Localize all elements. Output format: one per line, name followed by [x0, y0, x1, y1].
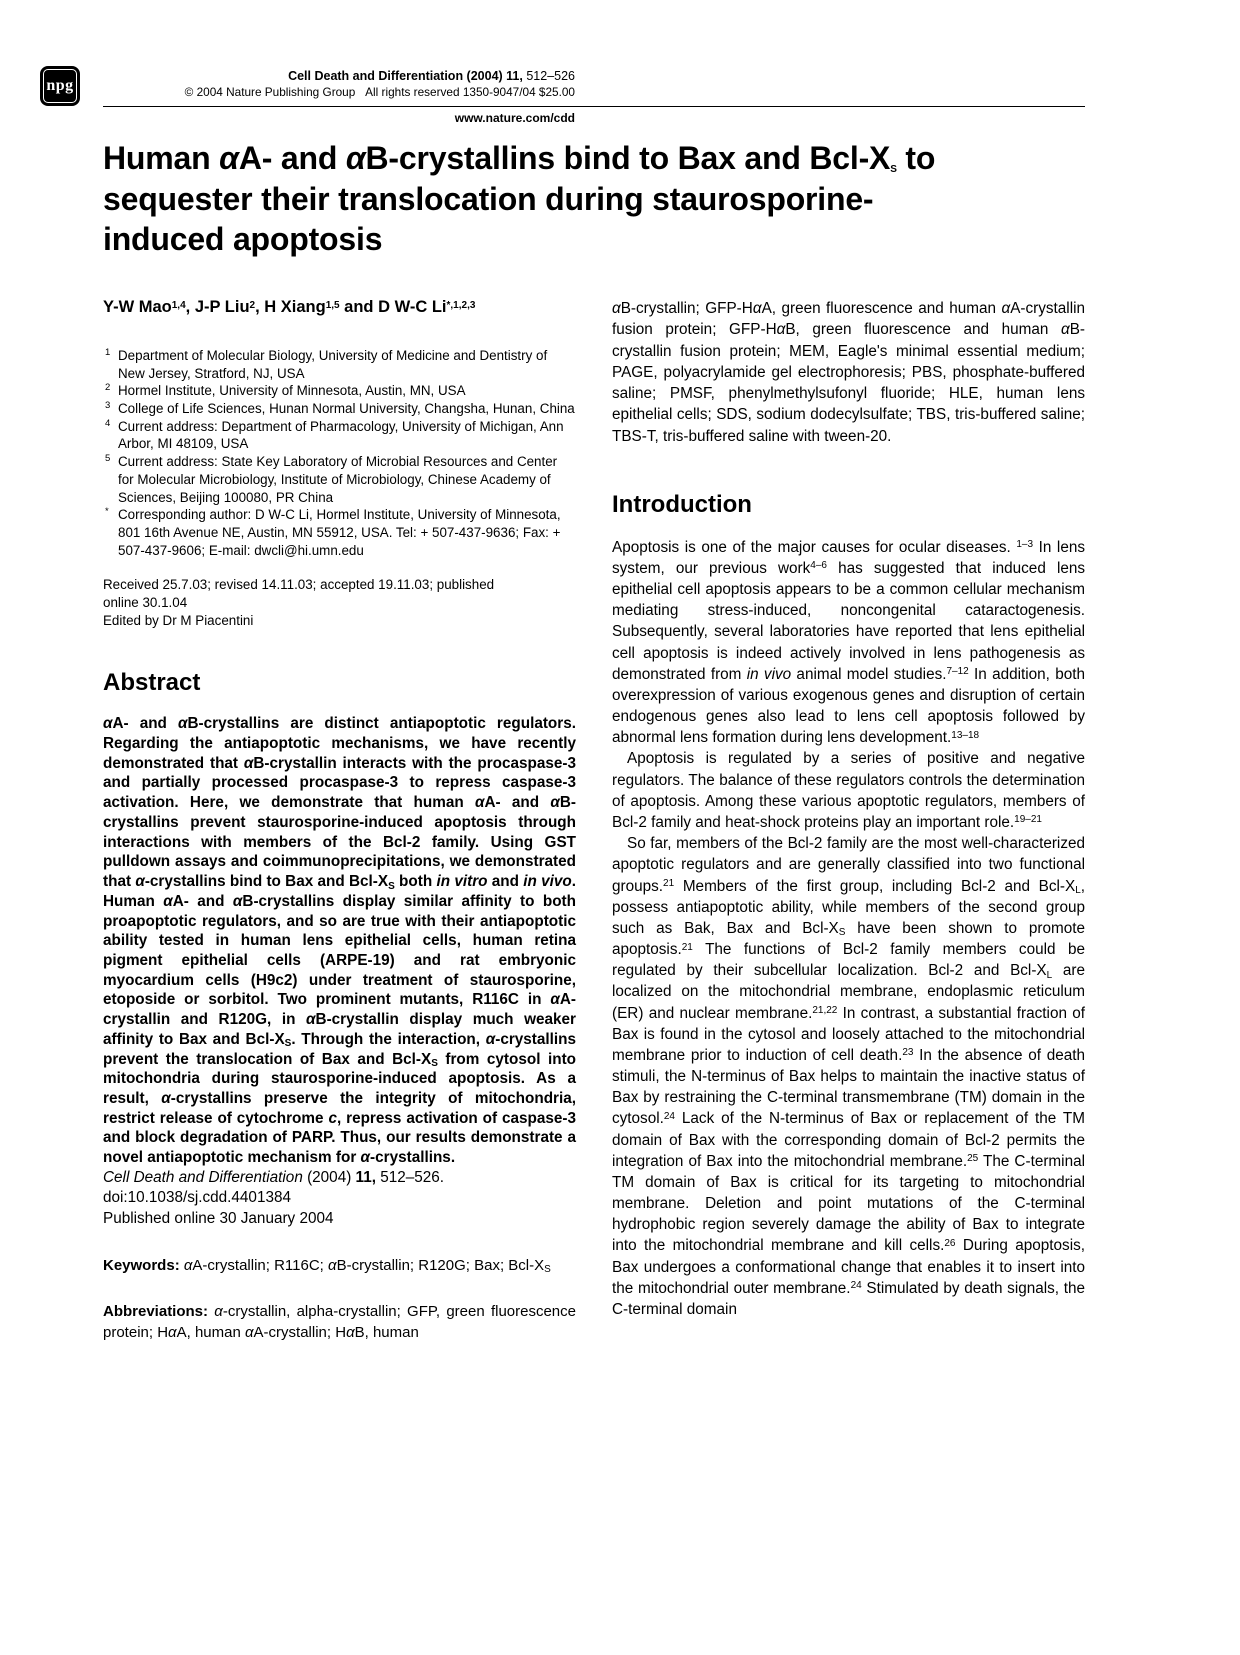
affiliation-item	[103, 418, 576, 453]
left-column	[103, 298, 576, 1343]
keywords-line: Keywords: αA-crystallin; R116C; αB-crystallin; R120G; Bax; Bcl-$X_S$	[103, 1256, 551, 1276]
header-divider	[103, 106, 1085, 107]
affiliation-text: Current address: State Key Laboratory of Microbial Resources and Center for Molecular Microbiology, Institute of Microbiology, Chinese Academy of Sciences, Beijing 100080, PR China	[118, 454, 558, 505]
published-online-line: Published online 30 January 2004	[103, 1209, 334, 1227]
affiliation-item	[103, 400, 576, 418]
affiliation-list	[103, 347, 576, 559]
two-column-body	[103, 298, 1085, 1343]
received-block	[103, 576, 533, 629]
journal-citation: Cell Death and Differentiation (2004) 11, 512–526	[288, 69, 575, 83]
intro-paragraph: So far, members of the Bcl-2 family are the most well-characterized apoptotic regulators and are generally classified into two functional groups.$^{21}$ Members of the first group, including Bcl-2 and Bcl-$X_L$, possess antiapoptotic ability, while members of the second group such as Bak, Bax and Bcl-$X_S$ have been shown to promote apoptosis.$^{21}$ The functions of Bcl-2 family members could be regulated by their subcellular localization. Bcl-2 and Bcl-$X_L$ are localized on the mitochondrial membrane, endoplasmic reticulum (ER) and nuclear membrane.$^{21,22}$ In contrast, a substantial fraction of Bax is found in the cytosol and loosely attached to the mitochondrial membrane prior to induction of cell death.$^{23}$ In the absence of death stimuli, the N-terminus of Bax helps to maintain the inactive status of Bax by restraining the C-terminal transmembrane (TM) domain in the cytosol.$^{24}$ Lack of the N-terminus of Bax or replacement of the TM domain of Bax with the corresponding domain of Bcl-2 permits the integration of Bax into the mitochondrial membrane.$^{25}$ The C-terminal TM domain of Bax is critical for its targeting to mitochondrial membrane. Deletion and point mutations of the C-terminal hydrophobic region severely damage the ability of Bax to integrate into the mitochondrial membrane and kill cells.$^{26}$ During apoptosis, Bax undergoes a conformational change that enables it to insert into the mitochondrial outer membrane.$^{24}$ Stimulated by death signals, the C-terminal domain	[612, 835, 1086, 1318]
abstract-citation: Cell Death and Differentiation (2004) 11, 512–526.	[103, 1168, 445, 1186]
affiliation-text: Current address: Department of Pharmacology, University of Michigan, Ann Arbor, MI 48109, USA	[118, 418, 564, 452]
right-column	[612, 298, 1085, 1343]
article-title: Human αA- and αB-crystallins bind to Bax and Bcl-$X_S$ to sequester their translocation during staurosporine- induced apoptosis	[103, 140, 936, 258]
npg-logo-text: npg	[43, 69, 77, 103]
affiliation-marker: 5	[105, 453, 111, 465]
intro-paragraph: Apoptosis is one of the major causes for ocular diseases. $^{1-3}$ In lens system, our previous work$^{4-6}$ has suggested that induced lens epithelial cell apoptosis appears to be a common cellular mechanism mediating stress-induced, noncongenital cataractogenesis. Subsequently, several laboratories have reported that lens epithelial cell apoptosis is indeed actively involved in lens pathogenesis as demonstrated from in vivo animal model studies.$^{7-12}$ In addition, both overexpression of various exogenous genes and disruption of certain endogenous genes also lead to lens cell apoptosis followed by abnormal lens formation during lens development.$^{13-18}$	[612, 538, 1086, 747]
received-line: Received 25.7.03; revised 14.11.03; accepted 19.11.03; published online 30.1.04	[103, 577, 495, 610]
abstract-heading: Abstract	[103, 669, 201, 697]
affiliation-item	[103, 453, 576, 506]
introduction-heading: Introduction	[612, 490, 752, 518]
affiliation-text: Corresponding author: D W-C Li, Hormel Institute, University of Minnesota, 801 16th Avenue NE, Austin, MN 55912, USA. Tel: + 507-437-9636; Fax: + 507-437-9606; E-mail: dwcli@hi.umn.edu	[118, 507, 561, 558]
abstract-body: αA- and αB-crystallins are distinct antiapoptotic regulators. Regarding the antiapoptotic mechanisms, we have recently demonstrated that αB-crystallin interacts with the procaspase-3 and partially processed procaspase-3 to repress caspase-3 activation. Here, we demonstrate that human αA- and αB-crystallins prevent staurosporine-induced apoptosis through interactions with members of the Bcl-2 family. Using GST pulldown assays and coimmunoprecipitations, we demonstrated that α-crystallins bind to Bax and Bcl-$X_S$ both in vitro and in vivo. Human αA- and αB-crystallins display similar affinity to both proapoptotic regulators, and so are true with their antiapoptotic ability tested in human lens epithelial cells, human retina pigment epithelial cells (ARPE-19) and rat embryonic myocardium cells (H9c2) under treatment of staurosporine, etoposide or sorbitol. Two prominent mutants, R116C in αA-crystallin and R120G, in αB-crystallin display much weaker affinity to Bax and Bcl-$X_S$. Through the interaction, α-crystallins prevent the translocation of Bax and Bcl-$X_S$ from cytosol into mitochondria during staurosporine-induced apoptosis. As a result, α-crystallins preserve the integrity of mitochondria, restrict release of cytochrome c, repress activation of caspase-3 and block degradation of PARP. Thus, our results demonstrate a novel antiapoptotic mechanism for α-crystallins.	[103, 715, 577, 1167]
journal-header	[103, 68, 575, 101]
affiliation-text: Department of Molecular Biology, University of Medicine and Dentistry of New Jersey, Stratford, NJ, USA	[118, 348, 548, 381]
affiliation-marker: *	[105, 506, 109, 518]
npg-logo	[40, 66, 80, 106]
affiliation-marker: 4	[105, 417, 111, 429]
affiliation-item	[103, 382, 576, 400]
copyright-line: © 2004 Nature Publishing Group All rights reserved 1350-9047/04 $25.00	[184, 84, 575, 99]
affiliation-marker: 2	[105, 382, 111, 394]
affiliation-marker: 1	[105, 347, 111, 358]
affiliation-text: Hormel Institute, University of Minnesota, Austin, MN, USA	[118, 383, 466, 399]
abbreviations-continued: αB-crystallin; GFP-HαA, green fluorescence and human αA-crystallin fusion protein; GFP-HαB, green fluorescence and human αB-crystallin fusion protein; MEM, Eagle's minimal essential medium; PAGE, polyacrylamide gel electrophoresis; PBS, phosphate-buffered saline; PMSF, phenylmethylsufonyl fluoride; HLE, human lens epithelial cells; SDS, sodium dodecylsulfate; TBS, tris-buffered saline; TBS-T, tris-buffered saline with tween-20.	[612, 300, 1085, 445]
affiliation-item	[103, 347, 576, 382]
affiliation-item	[103, 506, 576, 559]
affiliation-text: College of Life Sciences, Hunan Normal University, Changsha, Hunan, China	[118, 401, 575, 417]
authors-line: Y-W Mao$^{1,4}$, J-P Liu$^2$, H Xiang$^{1,5}$ and D W-C $Li^{*,1,2,3}$	[103, 298, 476, 316]
abbreviations-start: Abbreviations: α-crystallin, alpha-crystallin; GFP, green fluorescence protein; HαA, human αA-crystallin; HαB, human	[103, 1303, 576, 1341]
journal-url: www.nature.com/cdd	[454, 111, 575, 125]
doi-line: doi:10.1038/sj.cdd.4401384	[103, 1189, 291, 1207]
edited-line: Edited by Dr M Piacentini	[103, 612, 254, 628]
intro-paragraph: Apoptosis is regulated by a series of positive and negative regulators. The balance of these regulators controls the determination of apoptosis. Among these various apoptotic regulators, members of Bcl-2 family and heat-shock proteins play an important role.$^{19-21}$	[612, 750, 1085, 831]
affiliation-marker: 3	[105, 400, 111, 412]
